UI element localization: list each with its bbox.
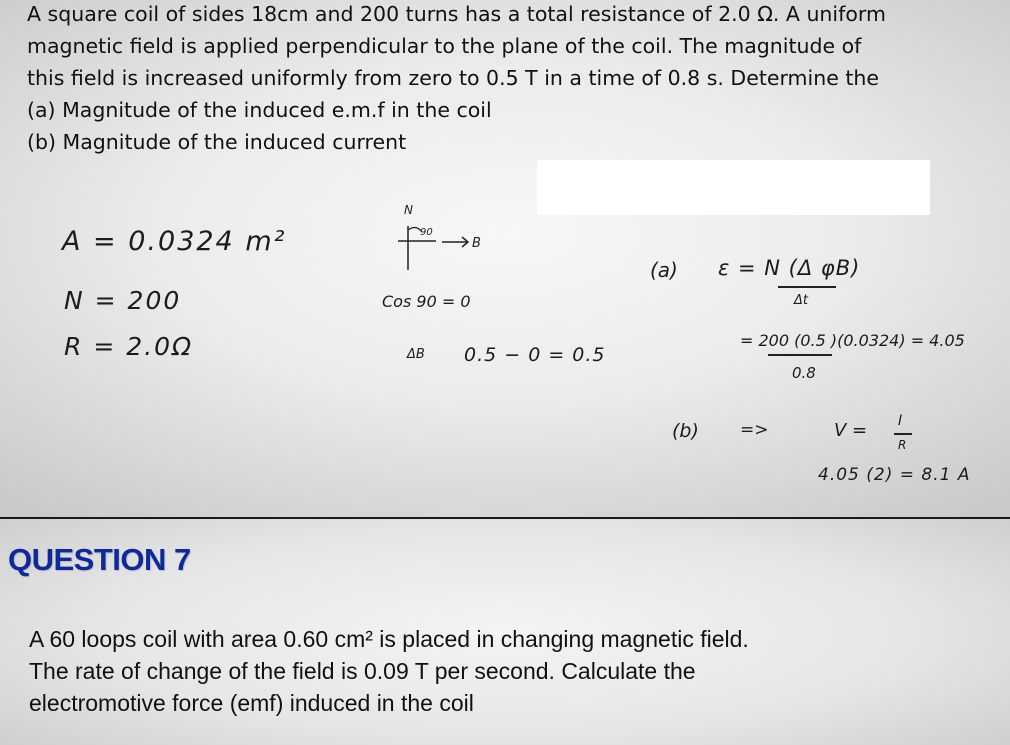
question-7-line-1: A 60 loops coil with area 0.60 cm² is placed in changing magnetic field. xyxy=(29,626,749,652)
given-resistance: R = 2.0Ω xyxy=(64,332,194,361)
ohm-law-lhs: V = xyxy=(834,420,868,441)
question-part-b: (b) Magnitude of the induced current xyxy=(27,130,407,154)
field-diagram xyxy=(388,198,498,278)
question-7-line-2: The rate of change of the field is 0.09 T per second. Calculate the xyxy=(29,658,696,684)
question-line-2: magnetic field is applied perpendicular to the plane of the coil. The magnitude of xyxy=(27,34,862,58)
current-result: 4.05 (2) = 8.1 A xyxy=(818,465,971,485)
question-line-3: this field is increased uniformly from zero to 0.5 T in a time of 0.8 s. Determine the xyxy=(27,66,879,90)
part-a-label: (a) xyxy=(650,258,678,282)
question-part-a: (a) Magnitude of the induced e.m.f in the coil xyxy=(27,98,492,122)
question-line-1: A square coil of sides 18cm and 200 turns has a total resistance of 2.0 Ω. A uniform xyxy=(27,2,886,26)
delta-b-value: 0.5 − 0 = 0.5 xyxy=(464,344,606,366)
implies-arrow: => xyxy=(740,420,769,440)
emf-formula: ε = N (Δ φB) xyxy=(718,256,861,280)
diagram-n-label: N xyxy=(404,203,413,217)
delta-b-label: ΔB xyxy=(407,347,425,362)
redaction-box xyxy=(537,160,930,215)
question-7-title: QUESTION 7 xyxy=(8,542,191,577)
emf-fraction-bar xyxy=(778,286,836,288)
ohm-denominator: R xyxy=(898,438,907,452)
cos-working: Cos 90 = 0 xyxy=(382,292,471,311)
emf-denominator: Δt xyxy=(794,293,808,308)
emf-sub-denominator: 0.8 xyxy=(792,364,816,382)
emf-sub-fraction-bar xyxy=(768,354,832,356)
ohm-numerator: I xyxy=(898,413,903,429)
emf-substitution: = 200 (0.5 )(0.0324) = 4.05 xyxy=(740,331,965,350)
ohm-fraction-bar xyxy=(894,433,912,435)
question-7-line-3: electromotive force (emf) induced in the coil xyxy=(29,690,474,716)
given-area: A = 0.0324 m² xyxy=(62,226,287,257)
diagram-angle-label: 90 xyxy=(420,227,433,238)
given-turns: N = 200 xyxy=(64,286,182,315)
diagram-b-label: B xyxy=(472,236,481,251)
part-b-label: (b) xyxy=(672,420,699,442)
